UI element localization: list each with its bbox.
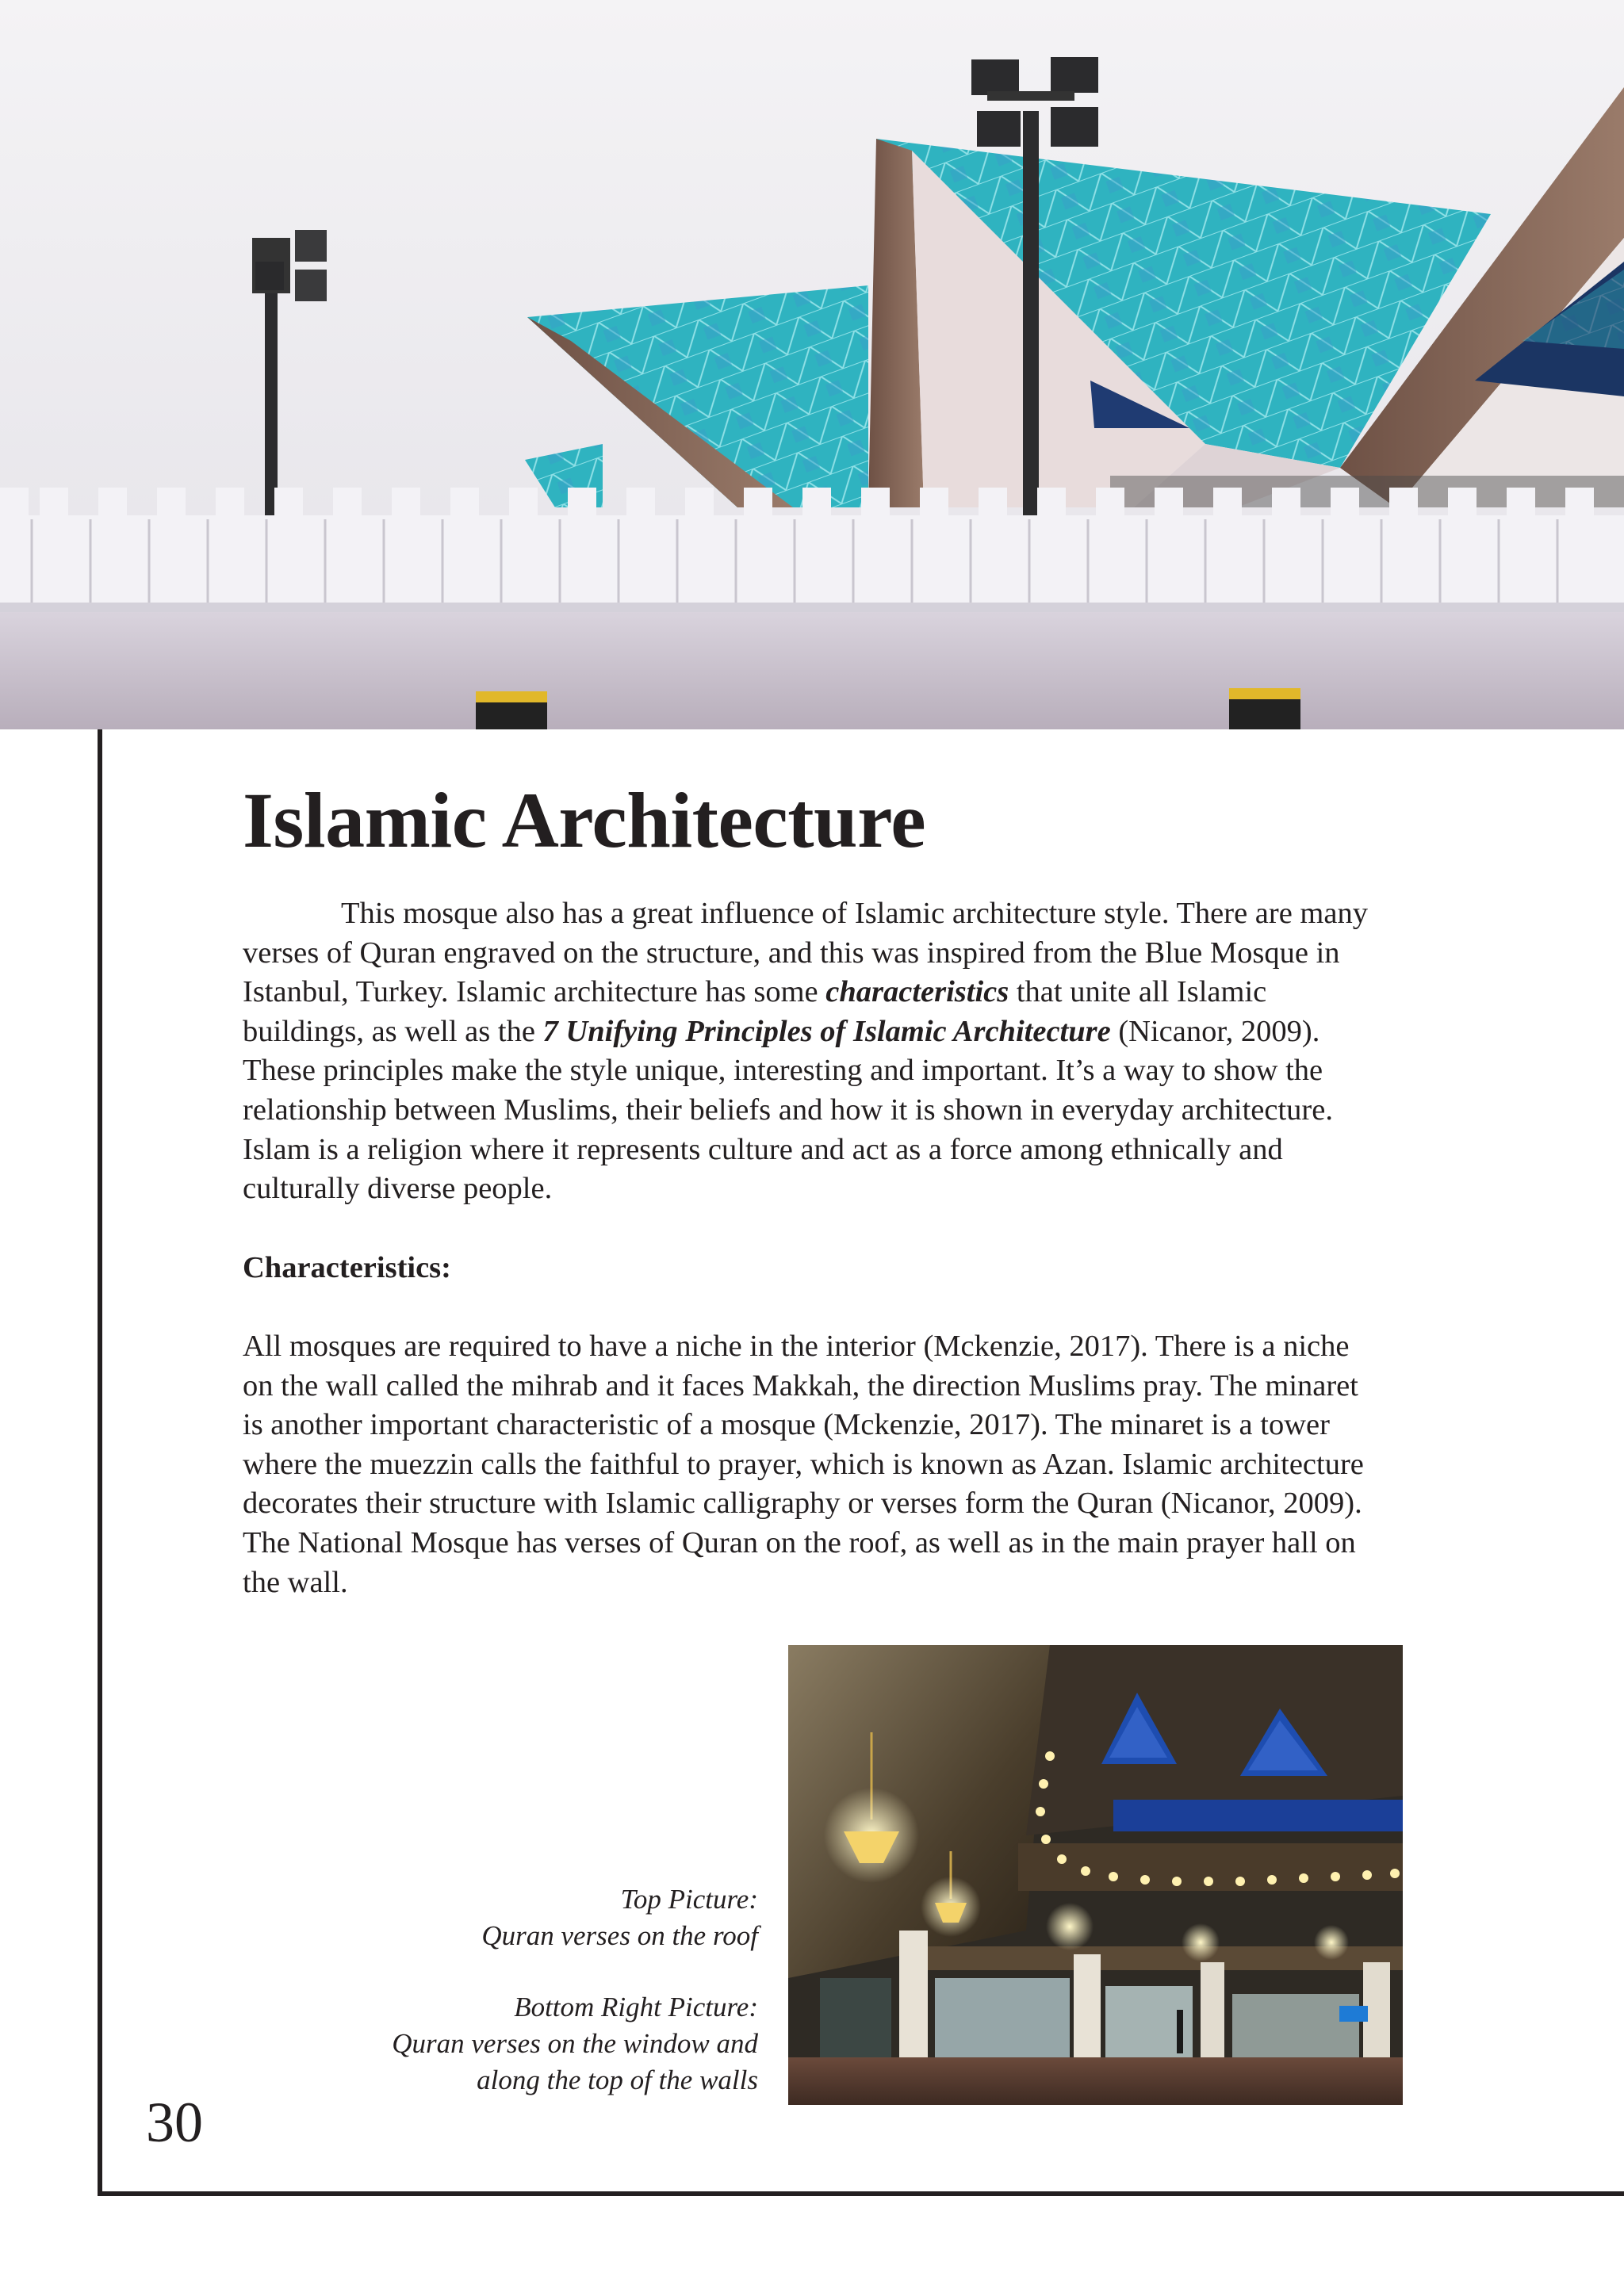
bottom-caption-label: Bottom Right Picture: xyxy=(514,1992,758,2022)
intro-paragraph xyxy=(243,894,1385,1209)
page-frame-bottom-rule xyxy=(98,2191,1624,2196)
intro-text-part-3: (Nicanor, 2009). These principles make the style unique, interesting and important. It’s a way to show the relationship between Muslims, their beliefs and how it is shown in everyday architecture. Islam is a religion where it represents culture and act as a force among ethnically and culturally diverse people. xyxy=(243,1014,1333,1206)
page-frame-left-rule xyxy=(98,729,102,2196)
bottom-caption-line-1: Quran verses on the window and xyxy=(392,2028,758,2059)
roof-photo xyxy=(0,0,1624,729)
intro-text-part-1: This mosque also has a great influence of Islamic architecture style. There are many verses of Quran engraved on the structure, and this was inspired from the Blue Mosque in Istanbul, Turkey. Islamic architecture has some xyxy=(243,897,1368,1009)
principles-emphasis: 7 Unifying Principles of Islamic Architecture xyxy=(542,1014,1111,1048)
bottom-caption-line-2: along the top of the walls xyxy=(477,2064,758,2095)
prayer-hall-photo xyxy=(788,1645,1403,2105)
top-caption-label: Top Picture: xyxy=(620,1884,758,1915)
top-picture-caption xyxy=(481,1881,758,1954)
page-number: 30 xyxy=(146,2091,203,2154)
top-caption-text: Quran verses on the roof xyxy=(481,1920,758,1951)
characteristics-heading: Characteristics: xyxy=(243,1251,451,1284)
page-title: Islamic Architecture xyxy=(243,776,926,864)
bottom-picture-caption xyxy=(392,1989,758,2099)
characteristics-emphasis: characteristics xyxy=(825,975,1009,1009)
intro-text-part-2: that unite all Islamic buildings, as well as the xyxy=(243,975,1267,1048)
characteristics-paragraph: All mosques are required to have a niche in the interior (Mckenzie, 2017). There is a niche on the wall called the mihrab and it faces Makkah, the direction Muslims pray. The minaret is another important characteristic of a mosque (Mckenzie, 2017). The minaret is a tower where the muezzin calls the faithful to prayer, which is known as Azan. Islamic architecture decorates their structure with Islamic calligraphy or verses form the Quran (Nicanor, 2009). The National Mosque has verses of Quran on the roof, as well as in the main prayer hall on the wall. xyxy=(243,1330,1364,1599)
